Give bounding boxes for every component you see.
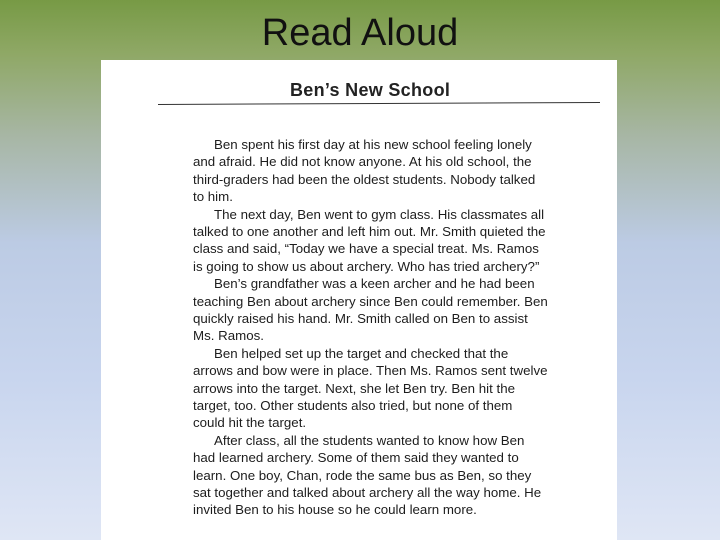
document-text-line: The next day, Ben went to gym class. His classmates all: [214, 206, 545, 222]
document-title: Ben’s New School: [290, 80, 451, 100]
document-text-line: Ben helped set up the target and checked that the: [214, 345, 509, 361]
title-divider: [158, 102, 600, 105]
document-text-line: to him.: [193, 189, 233, 205]
document-text-line: arrows into the target. Next, she let Ben try. Ben hit the: [193, 380, 515, 396]
document-text-line: sat together and talked about archery all the way home. He: [193, 485, 542, 500]
document-text-line: third-graders had been the oldest students. Nobody talked: [193, 171, 536, 187]
document-text-line: After class, all the students wanted to know how Ben: [214, 432, 525, 448]
document-text-line: teaching Ben about archery since Ben could remember. Ben: [193, 293, 548, 309]
document-text-line: and afraid. He did not know anyone. At his old school, the: [193, 154, 532, 170]
document-text-line: Ben’s grandfather was a keen archer and he had been: [214, 276, 535, 292]
document-text-line: target, too. Other students also tried, but none of them: [193, 398, 513, 413]
document-text-line: talked to one another and left him out. Mr. Smith quieted the: [193, 224, 546, 239]
document-text-line: could hit the target.: [193, 415, 307, 431]
document-text-line: arrows and bow were in place. Then Ms. Ramos sent twelve: [193, 363, 548, 379]
scanned-document-page: [101, 60, 617, 540]
document-text-line: quickly raised his hand. Mr. Smith called on Ben to assist: [193, 311, 528, 326]
document-text-line: class and said, “Today we have a special treat. Ms. Ramos: [193, 241, 539, 257]
document-text-line: Ms. Ramos.: [193, 328, 264, 344]
document-text-line: invited Ben to his house so he could learn more.: [193, 502, 477, 518]
slide-title: Read Aloud: [261, 12, 459, 54]
document-text-line: is going to show us about archery. Who has tried archery?”: [193, 258, 540, 274]
document-text-line: Ben spent his first day at his new school feeling lonely: [214, 137, 532, 152]
document-text-line: had learned archery. Some of them said they wanted to: [193, 450, 519, 466]
document-text-line: learn. One boy, Chan, rode the same bus as Ben, so they: [193, 467, 532, 483]
